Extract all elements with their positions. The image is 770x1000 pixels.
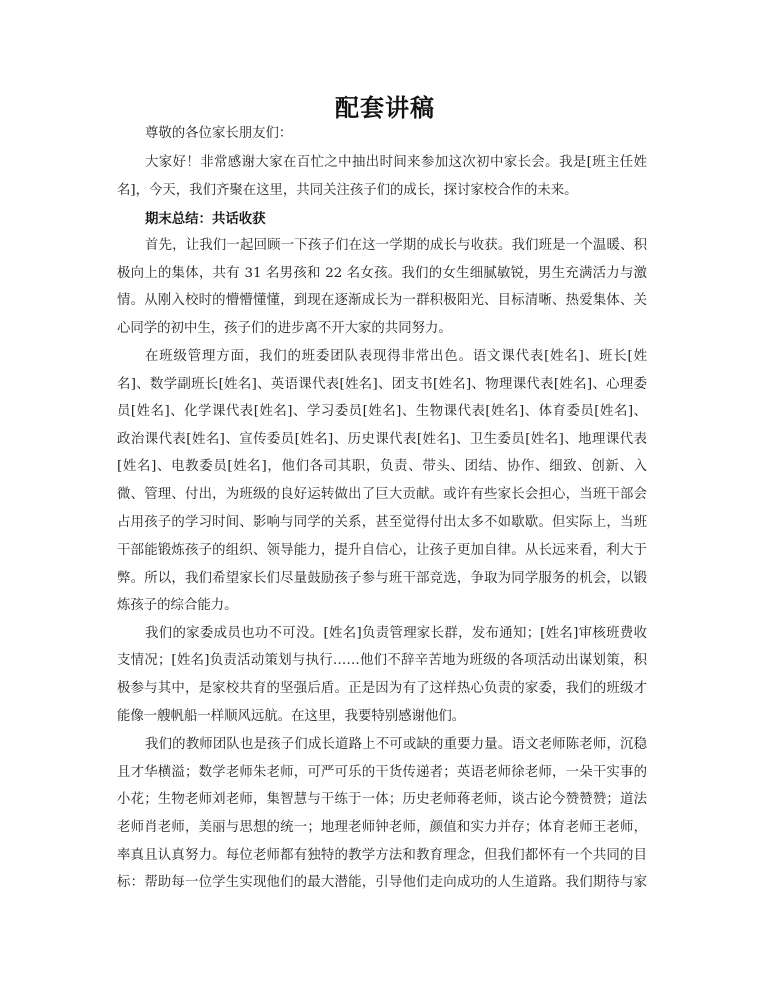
paragraph-line: 大家好！非常感谢大家在百忙之中抽出时间来参加这次初中家长会。我是[班主任姓	[145, 155, 647, 170]
paragraph-line: 员[姓名]、化学课代表[姓名]、学习委员[姓名]、生物课代表[姓名]、体育委员[姓名]、	[117, 404, 647, 419]
section-heading: 期末总结：共话收获	[145, 211, 266, 227]
paragraph-line: 心同学的初中生，孩子们的进步离不开大家的共同努力。	[117, 321, 452, 336]
paragraph-line: 标：帮助每一位学生实现他们的最大潜能，引导他们走向成功的人生道路。我们期待与家	[117, 875, 647, 890]
paragraph-line: 干部能锻炼孩子的组织、领导能力，提升自信心，让孩子更加自律。从长远来看，利大于	[117, 543, 647, 558]
paragraph-line: 率真且认真努力。每位老师都有独特的教学方法和教育理念，但我们都怀有一个共同的目	[117, 848, 647, 863]
paragraph-line: 且才华横溢；数学老师朱老师，可严可乐的干货传递者；英语老师徐老师，一朵干实事的	[117, 765, 647, 780]
paragraph-line: 情。从刚入校时的懵懵懂懂，到现在逐渐成长为一群积极阳光、目标清晰、热爱集体、关	[117, 293, 647, 308]
paragraph-line: [姓名]、电教委员[姓名]，他们各司其职，负责、带头、团结、协作、细致、创新、入	[117, 459, 647, 474]
paragraph-line: 小花；生物老师刘老师，集智慧与干练于一体；历史老师蒋老师，谈古论今赞赞赞；道法	[117, 792, 647, 807]
paragraph-line: 政治课代表[姓名]、宣传委员[姓名]、历史课代表[姓名]、卫生委员[姓名]、地理课代表	[117, 432, 647, 447]
paragraph-line: 名]，今天，我们齐聚在这里，共同关注孩子们的成长，探讨家校合作的未来。	[117, 183, 578, 198]
paragraph-line: 微、管理、付出，为班级的良好运转做出了巨大贡献。或许有些家长会担心，当班干部会	[117, 487, 647, 502]
paragraph-line: 占用孩子的学习时间、影响与同学的关系，甚至觉得付出太多不如歇歇。但实际上，当班	[117, 515, 647, 530]
paragraph-line: 弊。所以，我们希望家长们尽量鼓励孩子参与班干部竞选，争取为同学服务的机会，以锻	[117, 571, 647, 586]
paragraph-line: 能像一艘帆船一样顺风远航。在这里，我要特别感谢他们。	[117, 709, 466, 724]
paragraph-line: 极参与其中，是家校共育的坚强后盾。正是因为有了这样热心负责的家委，我们的班级才	[117, 681, 647, 696]
paragraph-line: 支情况；[姓名]负责活动策划与执行……他们不辞辛苦地为班级的各项活动出谋划策，积	[117, 653, 647, 668]
paragraph-line: 我们的家委成员也功不可没。[姓名]负责管理家长群，发布通知；[姓名]审核班费收	[145, 626, 647, 641]
paragraph-line: 老师肖老师，美丽与思想的统一；地理老师钟老师，颜值和实力并存；体育老师王老师，	[117, 820, 647, 835]
paragraph-line: 在班级管理方面，我们的班委团队表现得非常出色。语文课代表[姓名]、班长[姓	[145, 349, 647, 364]
paragraph-line: 首先，让我们一起回顾一下孩子们在这一学期的成长与收获。我们班是一个温暖、积	[145, 238, 647, 253]
document-title: 配套讲稿	[335, 93, 435, 122]
paragraph-line: 炼孩子的综合能力。	[117, 598, 238, 613]
paragraph-line: 名]、数学副班长[姓名]、英语课代表[姓名]、团支书[姓名]、物理课代表[姓名]、心理委	[117, 377, 647, 392]
paragraph-line: 我们的教师团队也是孩子们成长道路上不可或缺的重要力量。语文老师陈老师，沉稳	[145, 737, 647, 752]
greeting: 尊敬的各位家长朋友们：	[145, 126, 293, 141]
paragraph-line: 极向上的集体，共有 31 名男孩和 22 名女孩。我们的女生细腻敏锐，男生充满活力与激	[117, 266, 647, 281]
